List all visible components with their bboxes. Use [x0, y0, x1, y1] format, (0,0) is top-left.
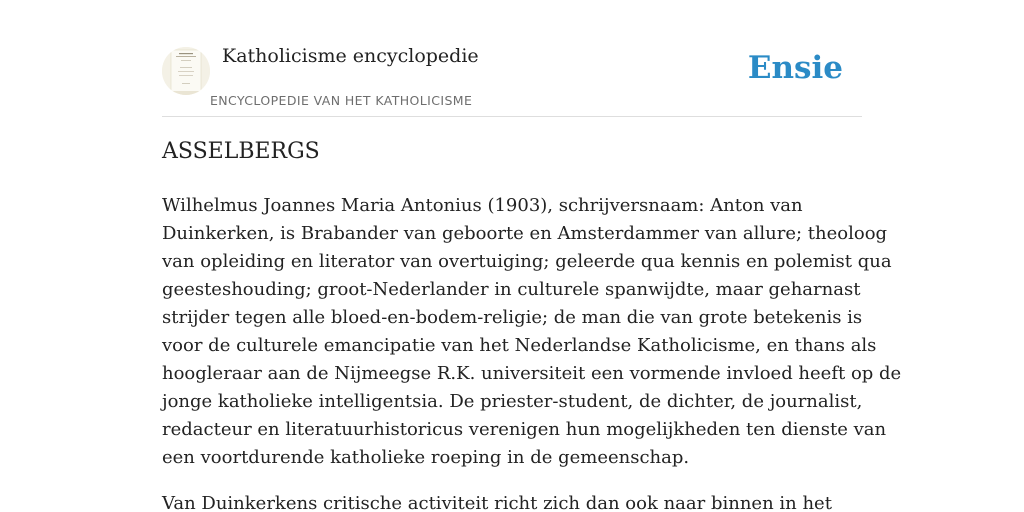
article-paragraph [162, 490, 862, 512]
site-title[interactable]: Katholicisme encyclopedie [222, 45, 479, 67]
paragraph-line: voor de culturele emancipatie van het Nederlandse Katholicisme, en thans als [162, 335, 877, 356]
site-header [162, 0, 862, 117]
paragraph-line: redacteur en literatuurhistoricus verenigen hun mogelijkheden ten dienste van [162, 419, 887, 440]
paragraph-line: van opleiding en literator van overtuiging; geleerde qua kennis en polemist qua [162, 251, 892, 272]
article-paragraph [162, 192, 902, 472]
encyclopedia-logo-icon[interactable] [162, 47, 210, 95]
paragraph-line: Duinkerken, is Brabander van geboorte en Amsterdammer van allure; theoloog [162, 223, 888, 244]
paragraph-line: strijder tegen alle bloed-en-bodem-religie; de man die van grote betekenis is [162, 307, 863, 328]
paragraph-line: hoogleraar aan de Nijmeegse R.K. universiteit een vormende invloed heeft op de [162, 363, 902, 384]
paragraph-line: Wilhelmus Joannes Maria Antonius (1903), schrijversnaam: Anton van [162, 195, 803, 216]
paragraph-line: jonge katholieke intelligentsia. De priester-student, de dichter, de journalist, [162, 391, 863, 412]
paragraph-line: Van Duinkerkens critische activiteit richt zich dan ook naar binnen in het [162, 493, 832, 512]
ensie-brand-link[interactable]: Ensie [747, 50, 843, 86]
article-title: ASSELBERGS [162, 139, 320, 164]
article-body [162, 192, 902, 512]
paragraph-line: geesteshouding; groot-Nederlander in culturele spanwijdte, maar geharnast [162, 279, 861, 300]
site-subtitle: ENCYCLOPEDIE VAN HET KATHOLICISME [210, 93, 473, 108]
paragraph-line: een voortdurende katholieke roeping in de gemeenschap. [162, 447, 690, 468]
